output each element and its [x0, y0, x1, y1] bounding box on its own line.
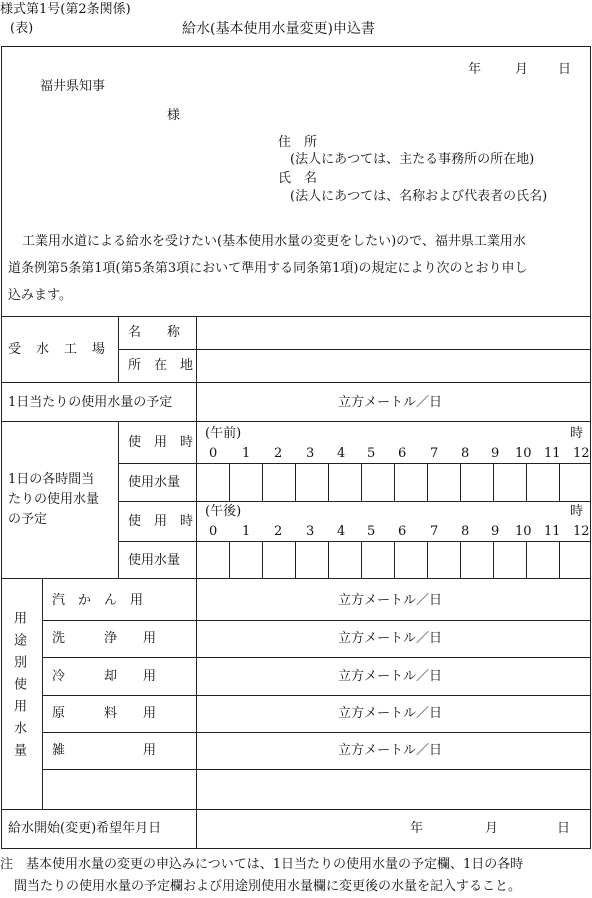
body-line-2: 道条例第5条第1項(第5条第3項において準用する同条第1項)の規定により次のとおり申し — [8, 261, 528, 276]
address-note: (法人にあつては、主たる事務所の所在地) — [290, 152, 535, 167]
factory-name-field[interactable] — [197, 317, 590, 349]
hour-tick: 1 — [242, 446, 251, 461]
usage-row-misc-unit: 立方メートル／日 — [338, 743, 443, 758]
hour-tick: 12 — [573, 524, 590, 539]
factory-location-label: 所 在 地 — [128, 358, 194, 373]
hour-tick: 5 — [367, 524, 376, 539]
hour-tick: 4 — [337, 524, 346, 539]
note-line-1: 注 基本使用水量の変更の申込みについては、1日当たりの使用水量の予定欄、1日の各時 — [0, 857, 524, 872]
daily-usage-unit: 立方メートル／日 — [338, 395, 443, 410]
hour-tick: 10 — [515, 524, 532, 539]
usage-row-boiler: 汽 か ん 用 — [52, 593, 144, 608]
factory-name-label: 名 称 — [128, 325, 181, 340]
hour-tick: 7 — [430, 446, 439, 461]
honorific: 様 — [167, 108, 181, 123]
usage-row-material: 原 料 用 — [52, 706, 157, 721]
form-number: 様式第1号(第2条関係) — [0, 2, 131, 17]
start-date-year: 年 — [410, 821, 424, 836]
hour-tick: 8 — [461, 446, 470, 461]
factory-location-field[interactable] — [197, 350, 590, 382]
daily-usage-field[interactable] — [197, 383, 337, 421]
hour-tick: 6 — [398, 524, 407, 539]
hour-tick: 5 — [367, 446, 376, 461]
addressee: 福井県知事 — [40, 79, 106, 94]
hour-tick: 9 — [491, 524, 500, 539]
hourly-label-line-1: 1日の各時間当 — [8, 472, 95, 487]
start-date-label: 給水開始(変更)希望年月日 — [8, 821, 162, 836]
pm-hour-unit: 時 — [570, 504, 584, 519]
usage-row-cleaning: 洗 浄 用 — [52, 631, 157, 646]
factory-label: 受 水 工 場 — [8, 342, 107, 357]
daily-usage-label: 1日当たりの使用水量の予定 — [8, 395, 173, 410]
usage-row-material-unit: 立方メートル／日 — [338, 706, 443, 721]
address-label: 住 所 — [278, 135, 318, 150]
usage-row-boiler-unit: 立方メートル／日 — [338, 593, 443, 608]
usage-row-cooling: 冷 却 用 — [52, 669, 157, 684]
hour-tick: 6 — [398, 446, 407, 461]
start-date-month: 月 — [485, 821, 499, 836]
hour-tick: 3 — [306, 446, 315, 461]
hour-tick: 1 — [242, 524, 251, 539]
am-marker: (午前) — [205, 426, 242, 441]
pm-amount-label: 使用水量 — [128, 553, 181, 568]
am-hour-unit: 時 — [570, 426, 584, 441]
start-date-day: 日 — [557, 821, 571, 836]
hour-tick: 7 — [430, 524, 439, 539]
date-year: 年 — [468, 62, 482, 77]
usage-row-cleaning-unit: 立方メートル／日 — [338, 631, 443, 646]
usage-label: 用途別使用水量 — [11, 611, 26, 765]
hour-tick: 2 — [274, 524, 283, 539]
form-title: 給水(基本使用水量変更)申込書 — [182, 21, 375, 37]
hour-tick: 0 — [209, 524, 218, 539]
hour-tick: 9 — [491, 446, 500, 461]
usage-row-cooling-unit: 立方メートル／日 — [338, 669, 443, 684]
hour-tick: 12 — [573, 446, 590, 461]
hour-tick: 0 — [209, 446, 218, 461]
hour-tick: 11 — [544, 446, 561, 461]
name-note: (法人にあつては、名称および代表者の氏名) — [290, 189, 548, 204]
body-line-3: 込みます。 — [8, 288, 72, 303]
note-line-2: 間当たりの使用水量の予定欄および用途別使用水量欄に変更後の水量を記入すること。 — [14, 879, 522, 894]
date-month: 月 — [515, 62, 529, 77]
usage-row-misc: 雑 用 — [52, 743, 157, 758]
body-line-1: 工業用水道による給水を受けたい(基本使用水量の変更をしたい)ので、福井県工業用水 — [22, 234, 526, 249]
hourly-label-line-3: の予定 — [8, 512, 48, 527]
hour-tick: 4 — [337, 446, 346, 461]
hour-tick: 2 — [274, 446, 283, 461]
hour-tick: 11 — [544, 524, 561, 539]
hour-tick: 8 — [461, 524, 470, 539]
hour-tick: 10 — [515, 446, 532, 461]
name-label: 氏 名 — [278, 171, 318, 186]
am-amount-label: 使用水量 — [128, 475, 181, 490]
pm-time-label: 使 用 時 — [128, 514, 194, 529]
date-day: 日 — [558, 62, 572, 77]
table-label: (表) — [10, 21, 34, 36]
pm-marker: (午後) — [205, 504, 242, 519]
hourly-label-line-2: たりの使用水量 — [8, 492, 100, 507]
hour-tick: 3 — [306, 524, 315, 539]
am-time-label: 使 用 時 — [128, 435, 194, 450]
